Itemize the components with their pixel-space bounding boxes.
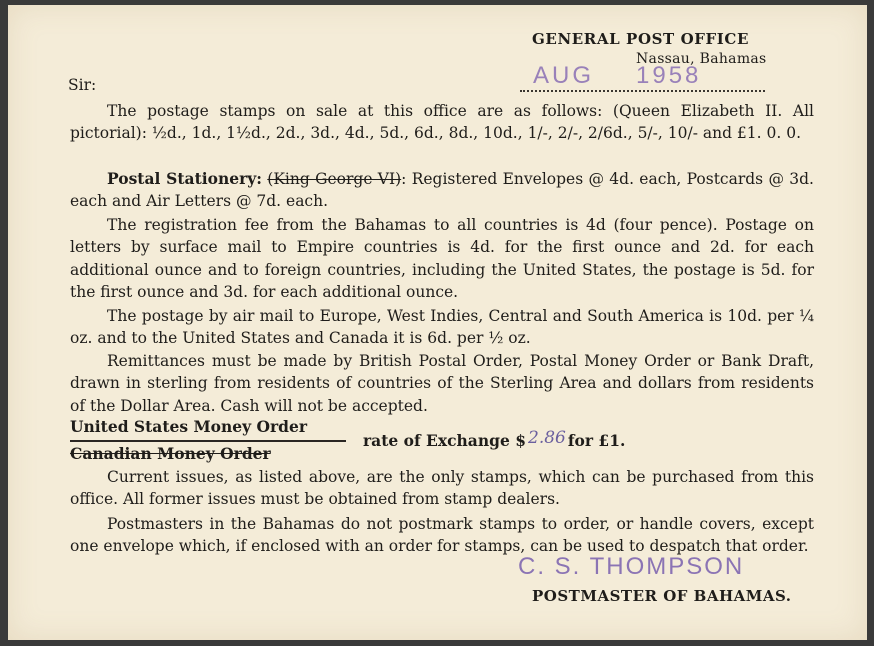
paragraph-registration-text: The registration fee from the Bahamas to all countries is 4d (four pence). Postage on letters by surface mail to Empire countries is 4d. for the first ounce and 2d. for each additional ounce and to foreign countries, including the United States, the postage is 5d. for the first ounce and 3d. for each additional ounce.	[70, 216, 814, 301]
rate-prefix: rate of Exchange $	[363, 431, 526, 450]
paragraph-remittances-text: Remittances must be made by British Postal Order, Postal Money Order or Bank Draft, drawn in sterling from residents of countries of the Sterling Area and dollars from residents of the Dollar Area. Cash will not be accepted.	[70, 352, 814, 415]
postmaster-title: POSTMASTER OF BAHAMAS.	[532, 587, 792, 605]
paragraph-postmasters	[70, 513, 814, 558]
date-year: 1958	[636, 62, 702, 89]
office-location: Nassau, Bahamas	[636, 51, 767, 67]
date-month: AUG	[533, 62, 595, 89]
paragraph-current-issues	[70, 466, 814, 511]
rate-suffix: for £1.	[567, 431, 626, 450]
exchange-rate	[363, 428, 626, 451]
us-money-order: United States Money Order	[70, 417, 308, 436]
signature-handstamp: C. S. THOMPSON	[518, 553, 745, 580]
exchange-rule	[70, 440, 346, 442]
paragraph-air-mail-text: The postage by air mail to Europe, West Indies, Central and South America is 10d. per ¼ oz. and to the United States and Canada it is 6d. per ½ oz.	[70, 307, 814, 348]
stationery-label: Postal Stationery:	[107, 169, 262, 188]
rate-value: 2.86	[528, 428, 566, 448]
stationery-struck-text: (King George VI)	[267, 170, 402, 188]
canadian-money-order: Canadian Money Order	[70, 444, 271, 463]
paragraph-stationery	[70, 168, 814, 213]
paragraph-stamps-text: The postage stamps on sale at this office are as follows: (Queen Elizabeth II. All pictorial): ½d., 1d., 1½d., 2d., 3d., 4d., 5d., 6d., 8d., 10d., 1/-, 2/-, 2/6d., 5/-, 10/- and £1. 0. 0.	[70, 102, 814, 143]
date-dotted-line	[520, 78, 765, 92]
office-heading: GENERAL POST OFFICE	[532, 30, 749, 48]
paragraph-remittances	[70, 350, 814, 417]
salutation: Sir:	[68, 76, 97, 94]
paragraph-air-mail	[70, 305, 814, 350]
paragraph-postmasters-text: Postmasters in the Bahamas do not postmark stamps to order, or handle covers, except one envelope which, if enclosed with an order for stamps, can be used to despatch that order.	[70, 515, 814, 556]
stationery-text: : Registered Envelopes @ 4d. each, Postcards @ 3d. each and Air Letters @ 7d. each.	[70, 170, 814, 211]
paragraph-stamps	[70, 100, 814, 145]
paragraph-registration	[70, 214, 814, 303]
paragraph-current-issues-text: Current issues, as listed above, are the only stamps, which can be purchased from this office. All former issues must be obtained from stamp dealers.	[70, 468, 814, 509]
